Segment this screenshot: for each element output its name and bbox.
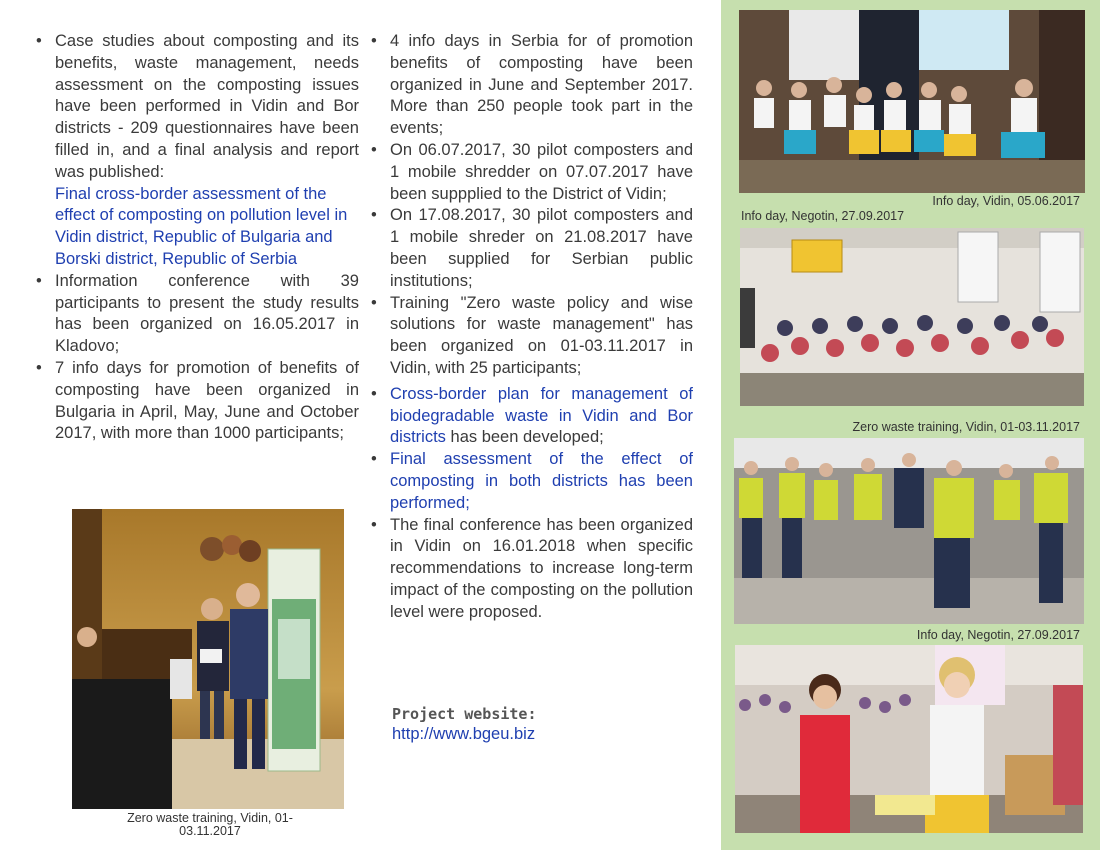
info-day-vidin-photo xyxy=(739,10,1085,193)
final-assessment-link[interactable]: Final assessment of the effect of composting in both districts has been performed; xyxy=(390,450,693,512)
list-item: • Cross-border plan for management of biodegradable waste in Vidin and Bor districts has been developed; xyxy=(371,384,693,449)
left-bullet-list xyxy=(36,31,359,445)
list-item: • 7 info days for promotion of benefits of composting have been organized in Bulgaria in April, May, June and October 2017, with more than 1000 participants; xyxy=(36,358,359,445)
list-item: • Case studies about composting and its benefits, waste management, needs assessment on the composting issues have been performed in Vidin and Bor districts - 209 questionnaires have been filled in, and a final analysis and report was published: Final cross-border assessment of the effect of composting on pollution level in Vidin district, Republic of Bulgaria and Borski district, Republic of Serbia xyxy=(36,31,359,271)
photo-caption: Info day, Negotin, 27.09.2017 xyxy=(916,628,1080,642)
project-website xyxy=(392,705,537,744)
website-link[interactable]: http://www.bgeu.biz xyxy=(392,725,536,743)
cross-border-plan-link[interactable]: Cross-border plan for management of biodegradable waste in Vidin and Bor districts xyxy=(390,384,693,447)
photo-caption: Info day, Negotin, 27.09.2017 xyxy=(741,209,905,223)
middle-bullet-list xyxy=(371,31,693,624)
list-item: • On 17.08.2017, 30 pilot composters and 1 mobile shreder on 21.08.2017 have been supplied for Serbian public institutions; xyxy=(371,205,693,292)
report-link[interactable]: Final cross-border assessment of the effect of composting on pollution level in Vidin district, Republic of Bulgaria and Borski district, Republic of Serbia xyxy=(55,184,348,268)
photo-caption: Zero waste training, Vidin, 01-03.11.2017 xyxy=(852,420,1080,434)
info-day-negotin-children-photo xyxy=(735,645,1083,833)
info-day-negotin-hall-photo xyxy=(740,228,1084,406)
list-item: • The final conference has been organized in Vidin on 16.01.2018 when specific recommendations to increase long-term impact of the composting on the pollution level were proposed. xyxy=(371,515,693,624)
website-label: Project website: xyxy=(392,705,537,723)
zero-waste-training-photo xyxy=(72,509,344,809)
list-item: • Information conference with 39 participants to present the study results has been organized on 16.05.2017 in Kladovo; xyxy=(36,271,359,358)
zero-waste-training-group-photo xyxy=(734,438,1084,624)
training-photo-caption: Zero waste training, Vidin, 01-03.11.2017 xyxy=(127,811,293,838)
list-item: • On 06.07.2017, 30 pilot composters and 1 mobile shredder on 07.07.2017 have been suppplied to the District of Vidin; xyxy=(371,140,693,205)
photo-caption: Info day, Vidin, 05.06.2017 xyxy=(932,194,1080,208)
middle-text-column xyxy=(371,31,693,624)
list-item xyxy=(371,449,693,514)
left-text-column xyxy=(36,31,359,445)
list-item: • 4 info days in Serbia for of promotion benefits of composting have been organized in June and September 2017. More than 250 people took part in the events; xyxy=(371,31,693,140)
list-item: • Training "Zero waste policy and wise solutions for waste management" has been organized on 01-03.11.2017 in Vidin, with 25 participants; xyxy=(371,293,693,380)
